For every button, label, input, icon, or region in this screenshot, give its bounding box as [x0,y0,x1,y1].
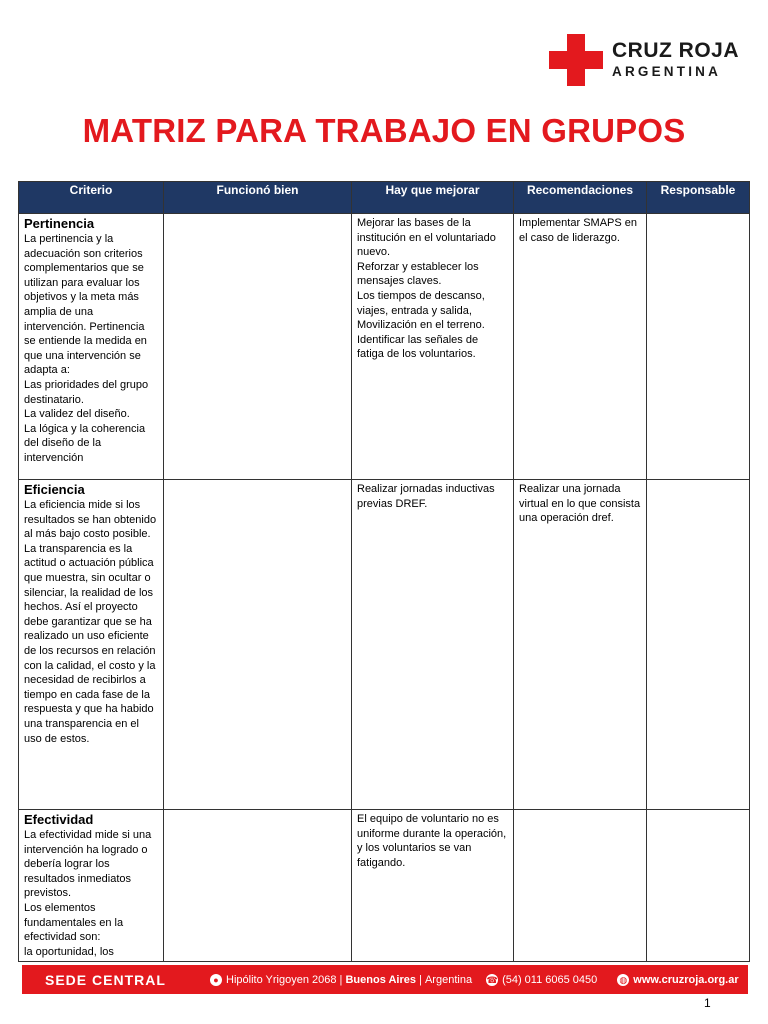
red-cross-icon [549,34,603,86]
criterio-name: Efectividad [24,812,94,827]
criterio-description: La pertinencia y la adecuación son criterios complementarios que se utilizan para evaluar los objetivos y la meta más amplia de una intervención. Pertinencia se entiende la medida en que una intervención se adapta a: Las prioridades del grupo destinatario. La validez del diseño. La lógica y la coherencia del diseño de la intervención [24,233,149,464]
globe-icon: ◍ [617,974,629,986]
footer-city: Buenos Aires [345,973,416,986]
header-responsable: Responsable [647,182,750,214]
footer-phone-number: (54) 011 6065 0450 [502,973,598,986]
header-hay-que-mejorar: Hay que mejorar [352,182,514,214]
footer-phone [486,974,597,986]
evaluation-matrix-table [18,181,750,962]
responsable-cell [647,810,750,962]
header-recomendaciones: Recomendaciones [514,182,647,214]
criterio-cell [19,480,164,810]
footer-country: Argentina [424,973,473,986]
location-pin-icon: ● [210,974,222,986]
page-number: 1 [704,996,711,1010]
hay-que-mejorar-cell: Realizar jornadas inductivas previas DREF. [352,480,514,810]
criterio-name: Eficiencia [24,482,85,497]
logo-line2: ARGENTINA [612,64,722,79]
table-header-row [19,182,750,214]
table-row-efectividad [19,810,750,962]
recomendaciones-cell: Realizar una jornada virtual en lo que consista una operación dref. [514,480,647,810]
table-row-pertinencia [19,214,750,480]
cruz-roja-logo [549,34,739,86]
footer-bar [22,965,748,994]
logo-line1: CRUZ ROJA [612,39,740,62]
footer-website[interactable]: www.cruzroja.org.ar [633,973,739,986]
phone-icon: ☎ [486,974,498,985]
footer-label: SEDE CENTRAL [45,971,166,988]
footer-web [617,974,738,986]
funciono-bien-cell [164,214,352,480]
footer-sep: | [339,973,343,986]
funciono-bien-cell [164,480,352,810]
responsable-cell [647,214,750,480]
footer-street: Hipólito Yrigoyen 2068 [226,973,337,986]
funciono-bien-cell [164,810,352,962]
hay-que-mejorar-cell: El equipo de voluntario no es uniforme durante la operación, y los voluntarios se van fatigando. [352,810,514,962]
footer-sep: | [419,973,422,986]
recomendaciones-cell [514,810,647,962]
criterio-cell [19,214,164,480]
header-funciono-bien: Funcionó bien [164,182,352,214]
table-row-eficiencia [19,480,750,810]
footer-address [210,974,472,986]
hay-que-mejorar-cell: Mejorar las bases de la institución en el voluntariado nuevo. Reforzar y establecer los mensajes claves. Los tiempos de descanso, viajes, entrada y salida, Movilización en el terreno. Identificar las señales de fatiga de los voluntarios. [352,214,514,480]
criterio-description: La eficiencia mide si los resultados se han obtenido al más bajo costo posible. La transparencia es la actitud o actuación pública que muestra, sin ocultar o silenciar, la realidad de los hechos. Así el proyecto debe garantizar que se ha realizado un uso eficiente de los recursos en relación con la calidad, el costo y la necesidad de recibirlos a tiempo en cada fase de la respuesta y que ha habido una transparencia en el uso de estos. [24,499,157,745]
criterio-cell [19,810,164,962]
document-title: MATRIZ PARA TRABAJO EN GRUPOS [82,112,686,149]
header-criterio: Criterio [19,182,164,214]
responsable-cell [647,480,750,810]
criterio-name: Pertinencia [24,216,95,231]
criterio-description: La efectividad mide si una intervención ha logrado o debería lograr los resultados inmediatos previstos. Los elementos fundamentales en la efectividad son: la oportunidad, los [24,829,152,958]
recomendaciones-cell: Implementar SMAPS en el caso de liderazgo. [514,214,647,480]
logo-text [612,39,739,81]
